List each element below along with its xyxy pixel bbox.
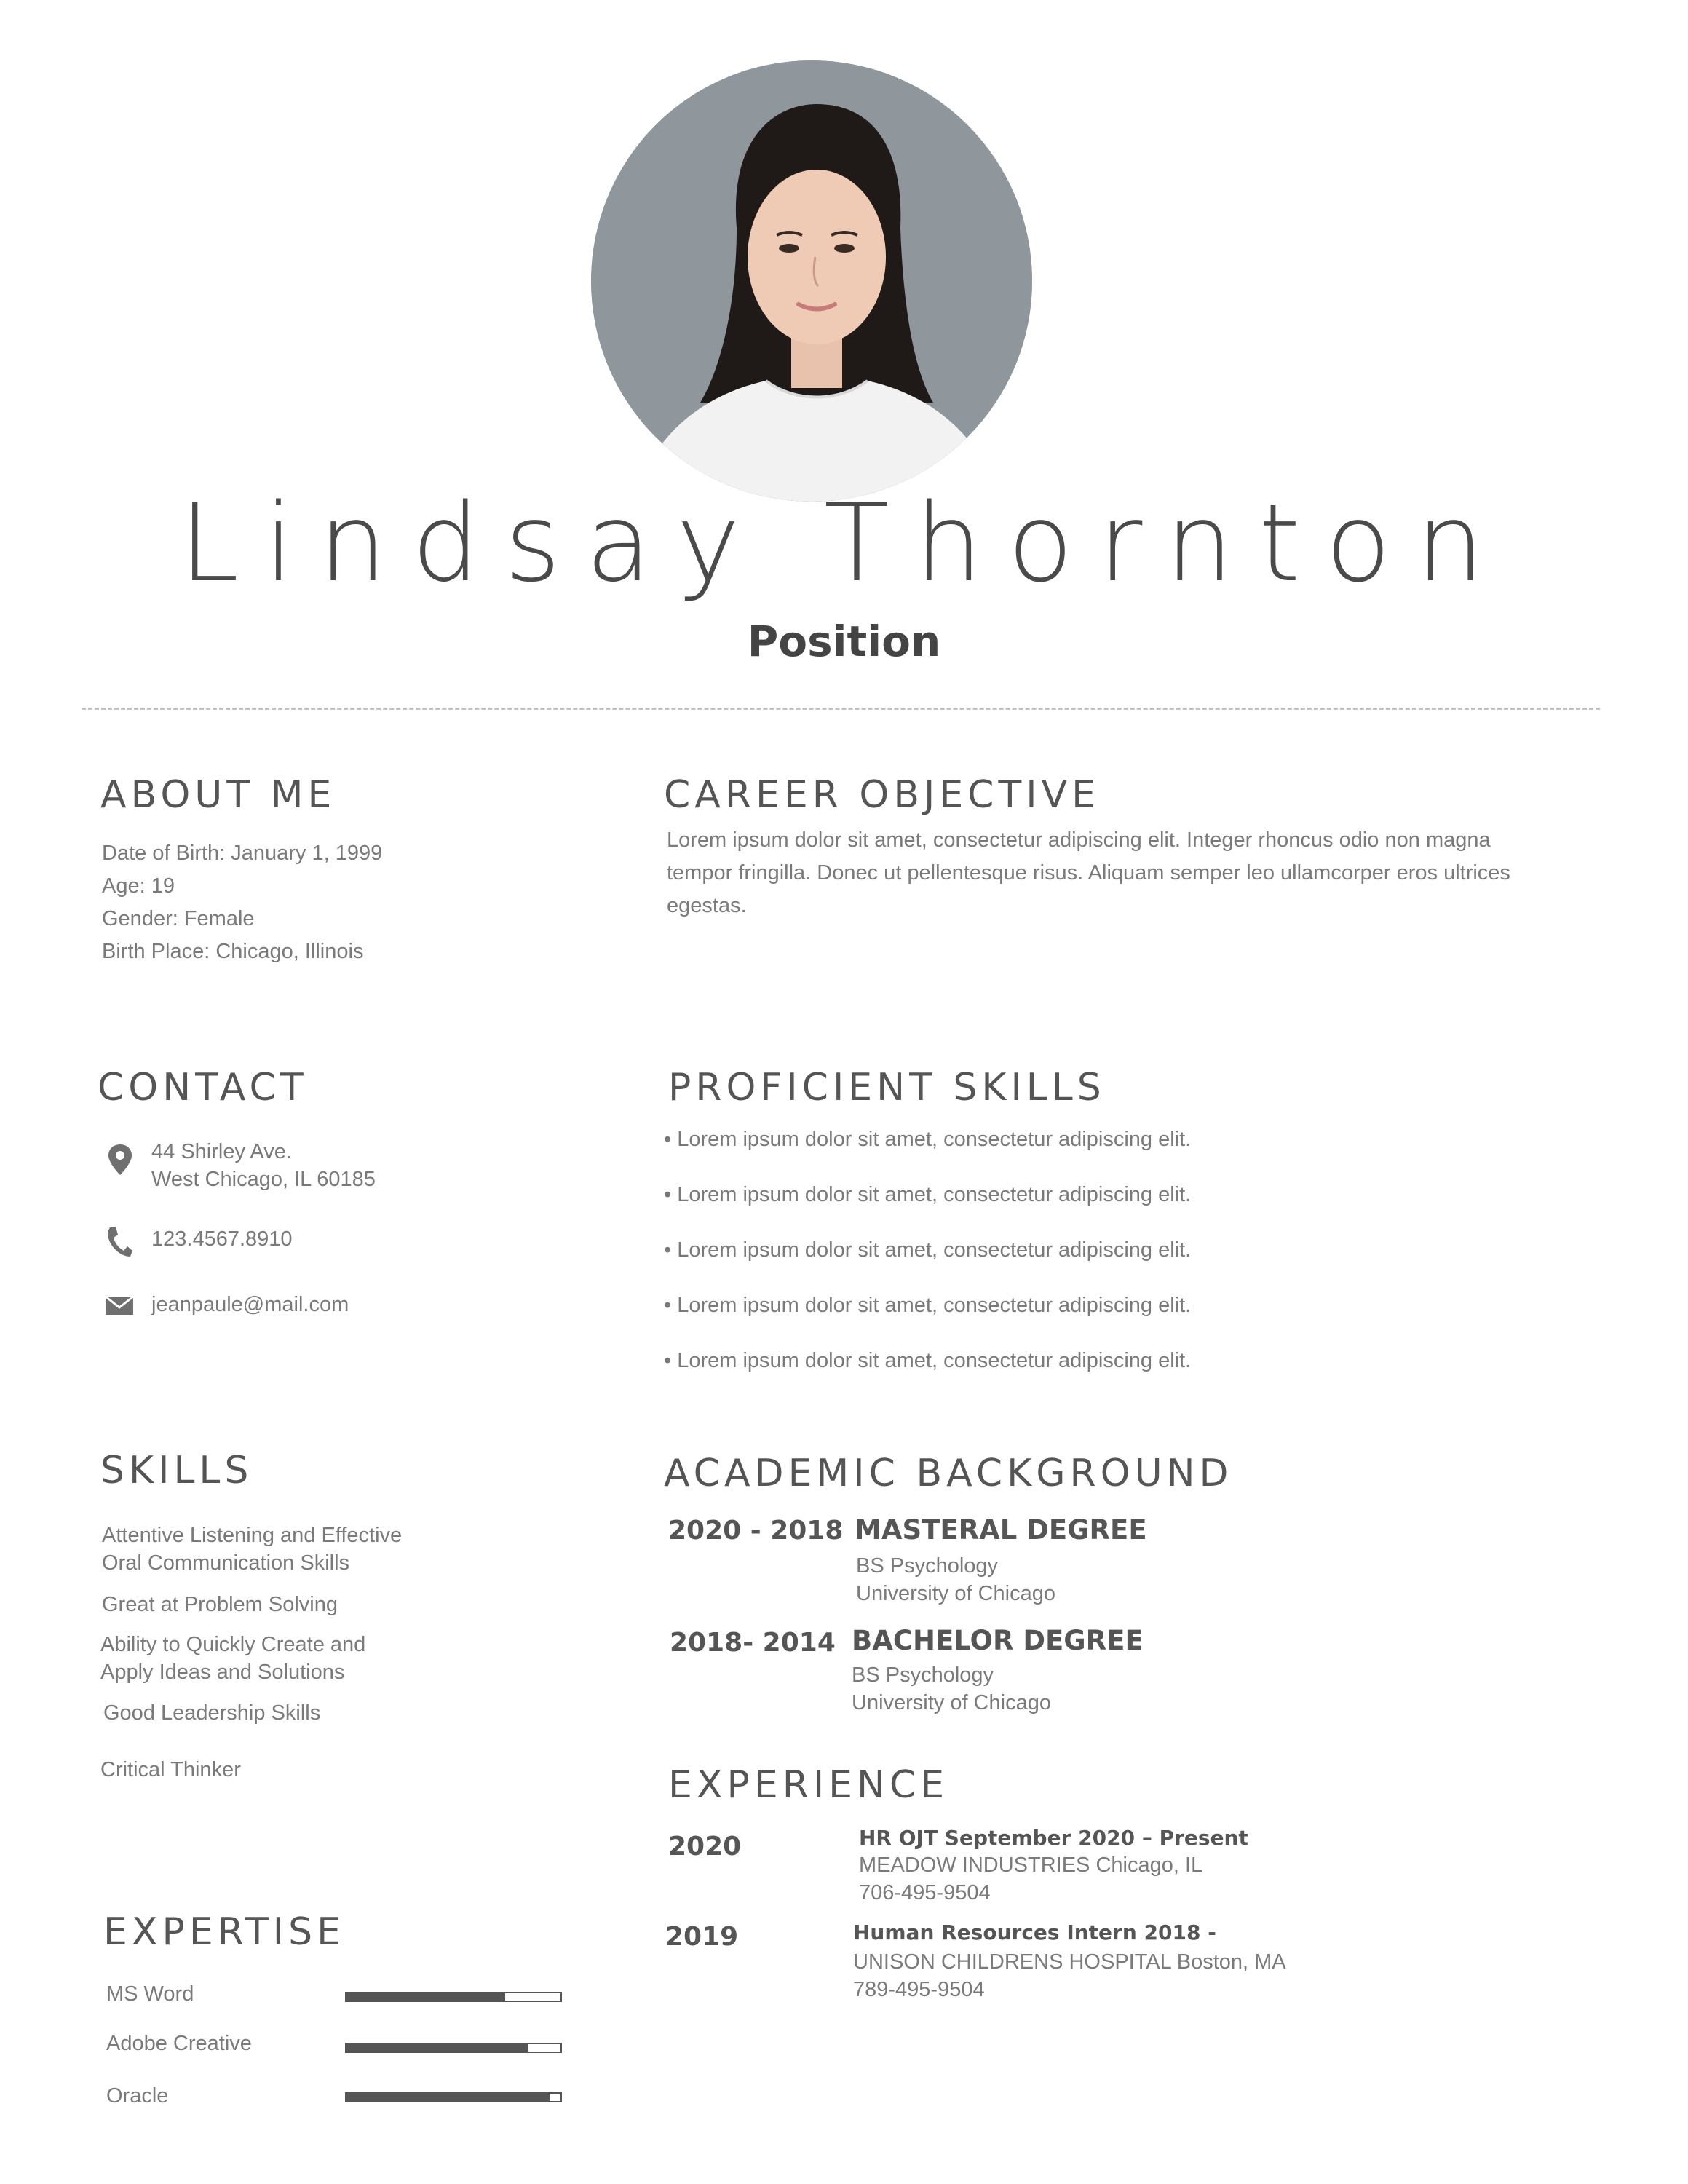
- job-details: [853, 1948, 1286, 2003]
- job-title: HR OJT September 2020 – Present: [859, 1826, 1248, 1850]
- skill-line: Apply Ideas and Solutions: [100, 1661, 345, 1684]
- degree-details: [856, 1552, 1055, 1607]
- objective-line: tempor fringilla. Donec ut pellentesque risus. Aliquam semper leo ullamcorper eros ultrices: [667, 861, 1510, 885]
- email-address[interactable]: jeanpaule@mail.com: [151, 1293, 349, 1316]
- job-company: UNISON CHILDRENS HOSPITAL Boston, MA: [853, 1950, 1286, 1974]
- proficient-skills-list: [664, 1123, 1191, 1400]
- address: [151, 1138, 376, 1193]
- list-item: • Lorem ipsum dolor sit amet, consectetur adipiscing elit.: [664, 1289, 1191, 1322]
- degree-title: MASTERAL DEGREE: [855, 1514, 1147, 1546]
- career-objective-heading: CAREER OBJECTIVE: [664, 773, 1101, 817]
- degree-field: BS Psychology: [852, 1663, 994, 1687]
- experience-year: 2020: [668, 1832, 742, 1861]
- location-pin-icon: [106, 1143, 135, 1176]
- about-details: [102, 837, 382, 968]
- profile-photo: [591, 60, 1032, 502]
- academic-heading: ACADEMIC BACKGROUND: [664, 1452, 1233, 1495]
- skill-item: Critical Thinker: [100, 1758, 241, 1781]
- job-phone: 789-495-9504: [853, 1978, 985, 2001]
- degree-school: University of Chicago: [852, 1691, 1051, 1714]
- expertise-label: Oracle: [106, 2084, 169, 2108]
- list-item: • Lorem ipsum dolor sit amet, consectetur adipiscing elit.: [664, 1123, 1191, 1156]
- phone-number: 123.4567.8910: [151, 1227, 293, 1251]
- job-company: MEADOW INDUSTRIES Chicago, IL: [859, 1853, 1203, 1877]
- skill-line: Oral Communication Skills: [102, 1551, 350, 1575]
- skill-item: [102, 1522, 402, 1577]
- objective-line: egestas.: [667, 894, 747, 917]
- academic-years: 2020 - 2018: [668, 1516, 844, 1546]
- list-item: • Lorem ipsum dolor sit amet, consectetur adipiscing elit.: [664, 1234, 1191, 1267]
- about-line: Date of Birth: January 1, 1999: [102, 842, 383, 865]
- candidate-name: Lindsay Thornton: [179, 480, 1509, 606]
- degree-title: BACHELOR DEGREE: [852, 1625, 1144, 1656]
- career-objective-text: [667, 824, 1510, 922]
- experience-heading: EXPERIENCE: [668, 1763, 949, 1807]
- proficient-skills-heading: PROFICIENT SKILLS: [668, 1066, 1106, 1109]
- address-line-2: West Chicago, IL 60185: [151, 1168, 376, 1191]
- degree-field: BS Psychology: [856, 1554, 999, 1578]
- portrait-illustration: [591, 60, 1032, 502]
- position-title: Position: [747, 617, 941, 666]
- academic-years: 2018- 2014: [670, 1628, 836, 1658]
- skill-item: Great at Problem Solving: [102, 1593, 338, 1616]
- list-item: • Lorem ipsum dolor sit amet, consectetur adipiscing elit.: [664, 1345, 1191, 1377]
- expertise-bar: [345, 2092, 562, 2102]
- job-details: [859, 1851, 1202, 1907]
- skills-heading: SKILLS: [100, 1449, 253, 1492]
- skill-line: Attentive Listening and Effective: [102, 1524, 403, 1547]
- expertise-bar: [345, 1992, 562, 2002]
- header-divider: [82, 708, 1600, 710]
- expertise-label: Adobe Creative: [106, 2032, 252, 2055]
- job-phone: 706-495-9504: [859, 1881, 991, 1904]
- expertise-heading: EXPERTISE: [103, 1910, 346, 1954]
- experience-year: 2019: [665, 1922, 739, 1952]
- envelope-icon: [105, 1293, 134, 1318]
- job-title: Human Resources Intern 2018 -: [853, 1920, 1216, 1944]
- expertise-bar: [345, 2043, 562, 2053]
- about-line: Birth Place: Chicago, Illinois: [102, 940, 364, 963]
- about-heading: ABOUT ME: [100, 773, 336, 817]
- phone-icon: [104, 1224, 133, 1258]
- degree-details: [852, 1661, 1051, 1717]
- skill-line: Ability to Quickly Create and: [100, 1633, 366, 1656]
- expertise-label: MS Word: [106, 1982, 194, 2006]
- expertise-bar-fill: [346, 2094, 550, 2101]
- skill-item: [100, 1631, 365, 1686]
- degree-school: University of Chicago: [856, 1582, 1055, 1605]
- list-item: • Lorem ipsum dolor sit amet, consectetur adipiscing elit.: [664, 1179, 1191, 1211]
- expertise-bar-fill: [346, 2044, 528, 2052]
- about-line: Age: 19: [102, 874, 175, 898]
- address-line-1: 44 Shirley Ave.: [151, 1140, 292, 1163]
- expertise-bar-fill: [346, 1993, 505, 2001]
- contact-heading: CONTACT: [98, 1066, 308, 1109]
- about-line: Gender: Female: [102, 907, 255, 930]
- skill-item: Good Leadership Skills: [103, 1701, 321, 1725]
- objective-line: Lorem ipsum dolor sit amet, consectetur adipiscing elit. Integer rhoncus odio non magna: [667, 828, 1491, 852]
